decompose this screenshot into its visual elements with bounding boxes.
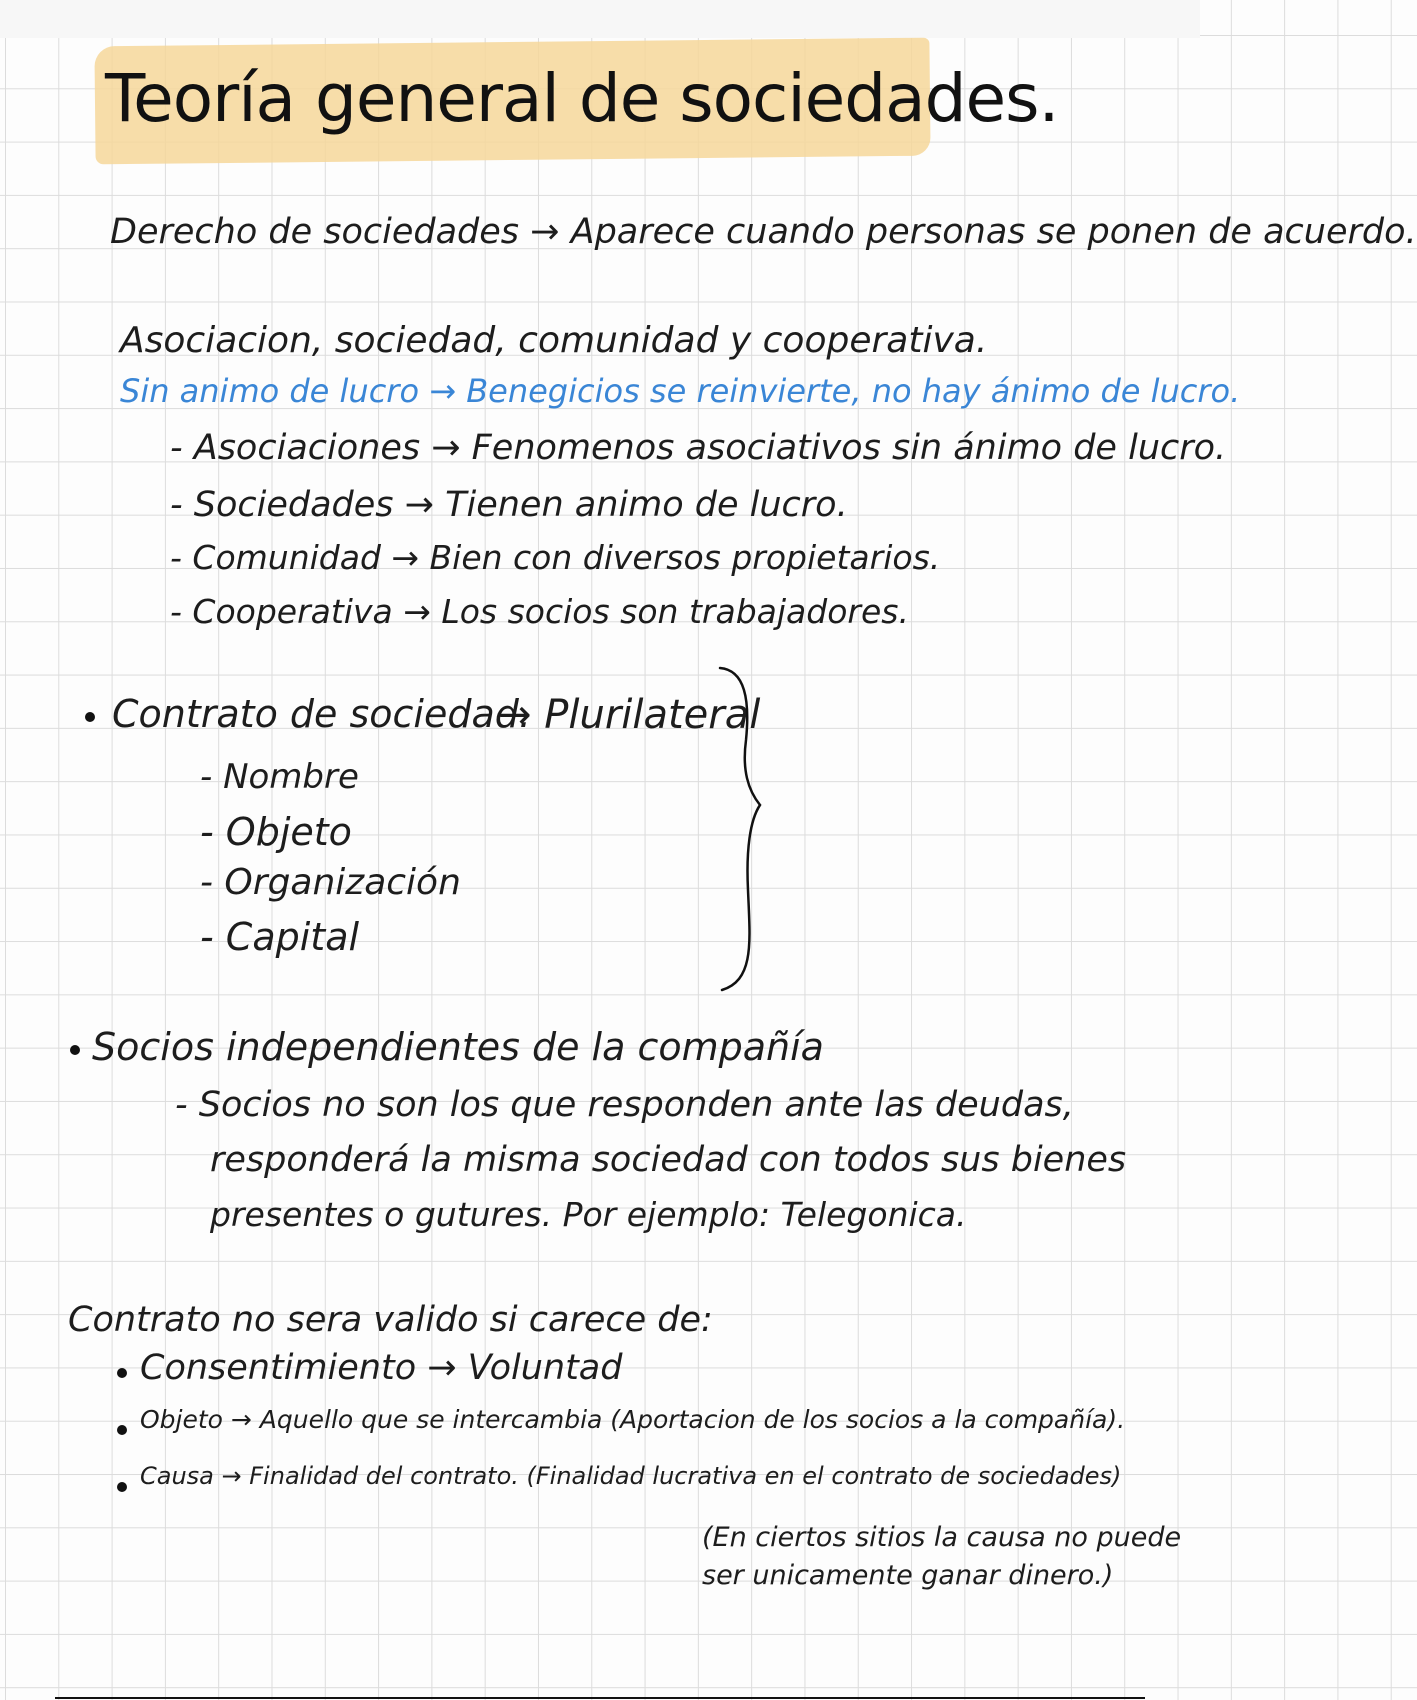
validity-heading: Contrato no sera valido si carece de:	[68, 1300, 713, 1340]
group-item: - Asociaciones → Fenomenos asociativos sin ánimo de lucro.	[170, 428, 1227, 468]
partners-line: presentes o gutures. Por ejemplo: Telegonica.	[210, 1195, 967, 1234]
partners-line: responderá la misma sociedad con todos sus bienes	[210, 1140, 1127, 1180]
contract-item: - Objeto	[200, 810, 352, 854]
bullet-dot	[85, 712, 95, 722]
top-band	[0, 0, 1200, 38]
validity-item: Consentimiento → Voluntad	[140, 1348, 623, 1388]
contract-item: - Organización	[200, 862, 461, 903]
group-item: - Comunidad → Bien con diversos propietarios.	[170, 538, 941, 577]
contract-item: - Nombre	[200, 757, 359, 797]
validity-note-line: ser unicamente ganar dinero.)	[702, 1560, 1114, 1591]
bottom-rule	[55, 1697, 1145, 1699]
contract-item: - Capital	[200, 915, 360, 959]
contract-type: → Plurilateral	[498, 692, 761, 738]
group-item: - Cooperativa → Los socios son trabajadores.	[170, 592, 909, 631]
bullet-dot	[117, 1482, 127, 1492]
validity-item: Causa → Finalidad del contrato. (Finalidad lucrativa en el contrato de sociedades)	[140, 1462, 1122, 1490]
page-title: Teoría general de sociedades.	[105, 60, 1059, 137]
group-item: - Sociedades → Tienen animo de lucro.	[170, 485, 848, 525]
curly-brace	[700, 660, 780, 1000]
validity-item: Objeto → Aquello que se intercambia (Aportacion de los socios a la compañía).	[140, 1405, 1126, 1434]
bullet-dot	[117, 1425, 127, 1435]
intro-line: Derecho de sociedades → Aparece cuando personas se ponen de acuerdo.	[110, 212, 1417, 252]
contract-heading: Contrato de sociedad.	[112, 692, 531, 736]
bullet-dot	[117, 1368, 127, 1378]
partners-line: - Socios no son los que responden ante las deudas,	[175, 1085, 1074, 1125]
partners-heading: Socios independientes de la compañía	[92, 1025, 824, 1069]
bullet-dot	[70, 1045, 80, 1055]
group-heading: Asociacion, sociedad, comunidad y cooperativa.	[120, 320, 988, 361]
validity-note-line: (En ciertos sitios la causa no puede	[702, 1522, 1182, 1553]
group-note: Sin animo de lucro → Benegicios se reinvierte, no hay ánimo de lucro.	[120, 372, 1241, 410]
